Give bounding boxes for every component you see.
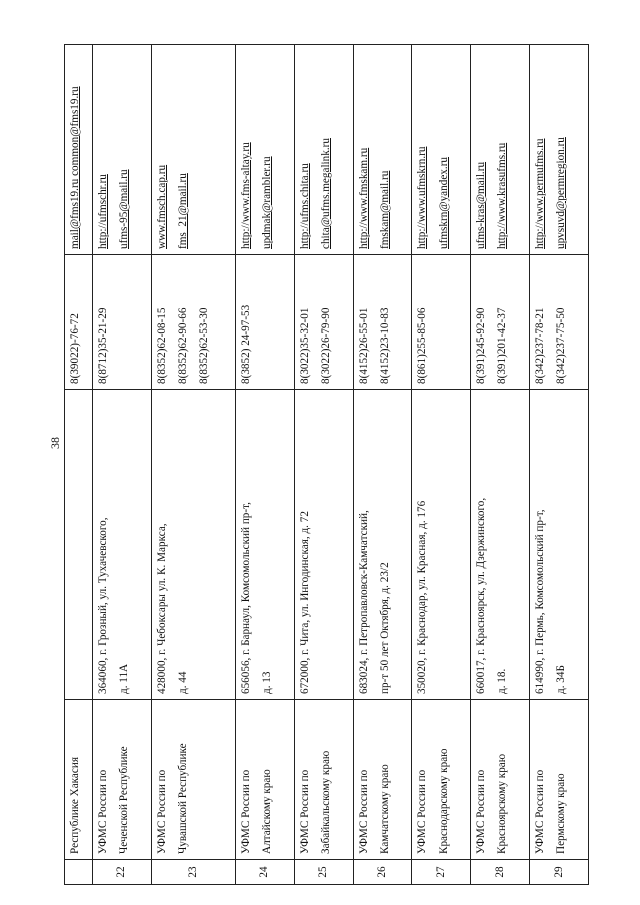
- org-line: Республике Хакасия: [69, 757, 81, 854]
- org-cell: [412, 700, 471, 860]
- num-cell: [65, 860, 93, 885]
- contact-link[interactable]: http://www.fms-altay.ru: [240, 142, 252, 249]
- contact-link[interactable]: chita@ufms.megalink.ru: [319, 138, 332, 249]
- contacts-cell: [530, 45, 589, 255]
- phone-line: 8(3022)35-32-01: [298, 307, 311, 384]
- contact-link[interactable]: www.fmsch.cap.ru: [155, 164, 168, 249]
- address-line: 428000, г. Чебоксары ул. К. Маркса,: [155, 523, 168, 694]
- org-line: УФМС России по: [416, 769, 429, 854]
- address-line: 614990, г. Пермь, Комсомольский пр-т,: [534, 509, 547, 694]
- address-line: 656056, г. Барнаул, Комсомольский пр-т,: [240, 502, 252, 694]
- table-row: [294, 45, 353, 885]
- address-cell: [65, 390, 93, 700]
- contacts-cell: [151, 45, 235, 255]
- phone-line: 8(39022)-76-72: [69, 313, 81, 384]
- num-cell: [93, 860, 152, 885]
- phone-line: 8(8352)62-53-30: [198, 307, 211, 384]
- org-cell: [530, 700, 589, 860]
- address-cell: [353, 390, 412, 700]
- org-line: УФМС России по: [155, 769, 168, 854]
- phone-line: 8(8352)62-08-15: [155, 307, 168, 384]
- phone-line: 8(4152)23-10-83: [378, 307, 391, 384]
- address-cell: [151, 390, 235, 700]
- row-number: 23: [186, 866, 199, 878]
- phone-line: 8(342)237-78-21: [534, 307, 547, 384]
- phone-cell: [471, 255, 530, 390]
- contact-link[interactable]: http://ufmschr.ru: [97, 174, 110, 249]
- contacts-cell: [236, 45, 295, 255]
- contact-link[interactable]: updmak@rambler.ru: [261, 156, 274, 249]
- table-row: [353, 45, 412, 885]
- contact-link[interactable]: http://www.ufmskrn.ru: [416, 146, 429, 249]
- org-cell: [151, 700, 235, 860]
- row-number: 29: [552, 866, 565, 878]
- contacts-cell: [412, 45, 471, 255]
- org-cell: [471, 700, 530, 860]
- org-line: Краснодарскому краю: [437, 748, 450, 854]
- contact-link[interactable]: http://www.permufms.ru: [534, 138, 547, 249]
- num-cell: [530, 860, 589, 885]
- num-cell: [236, 860, 295, 885]
- org-line: Чувашской Республике: [177, 743, 190, 854]
- phone-cell: [412, 255, 471, 390]
- num-cell: [294, 860, 353, 885]
- address-line: д. 44: [177, 671, 190, 694]
- phone-line: 8(391)201-42-37: [496, 307, 509, 384]
- contact-link[interactable]: fmskam@mail.ru: [378, 170, 391, 249]
- phone-line: 8(391)245-92-90: [475, 307, 488, 384]
- phone-cell: [353, 255, 412, 390]
- row-number: 25: [317, 866, 330, 878]
- phone-cell: [294, 255, 353, 390]
- email-link[interactable]: mail@fms19.ru common@fms19.ru: [69, 86, 81, 249]
- rotated-table-wrapper: [64, 45, 589, 885]
- address-line: 683024, г. Петропавловск-Камчатский,: [357, 510, 370, 694]
- row-number: 24: [258, 866, 271, 878]
- row-number: 28: [493, 866, 506, 878]
- org-line: УФМС России по: [534, 769, 547, 854]
- contact-link[interactable]: ufms-95@mail.ru: [118, 169, 131, 249]
- address-line: 350020, г. Краснодар, ул. Красная, д. 176: [416, 500, 429, 694]
- org-line: УФМС России по: [298, 769, 311, 854]
- num-cell: [151, 860, 235, 885]
- address-cell: [471, 390, 530, 700]
- org-line: УФМС России по: [240, 769, 252, 854]
- contacts-cell: [93, 45, 152, 255]
- address-line: д. 13: [261, 671, 274, 694]
- org-line: Красноярскому краю: [496, 753, 509, 854]
- contact-link[interactable]: ufmskrn@yandex.ru: [437, 156, 450, 249]
- table-body: [65, 45, 589, 885]
- org-line: УФМС России по: [475, 769, 488, 854]
- org-line: Пермскому краю: [555, 773, 568, 854]
- phone-line: 8(3022)26-79-90: [319, 307, 332, 384]
- contact-link[interactable]: http://ufms.chita.ru: [298, 163, 311, 249]
- address-cell: [236, 390, 295, 700]
- contacts-cell: [65, 45, 93, 255]
- org-cell: [65, 700, 93, 860]
- address-line: д. 11А: [118, 663, 131, 694]
- contact-link[interactable]: ufms-kras@mail.ru: [475, 161, 488, 249]
- address-line: 660017, г. Красноярск, ул. Дзержинского,: [475, 497, 488, 694]
- org-line: Забайкальскому краю: [319, 750, 332, 854]
- num-cell: [353, 860, 412, 885]
- address-cell: [412, 390, 471, 700]
- table-row: [530, 45, 589, 885]
- phone-line: 8(8352)62-90-66: [177, 307, 190, 384]
- row-number: 27: [434, 866, 447, 878]
- table-row: [471, 45, 530, 885]
- address-cell: [93, 390, 152, 700]
- phone-line: 8(8712)35-21-29: [97, 307, 110, 384]
- contact-link[interactable]: upvsuvd@permregion.ru: [555, 137, 568, 249]
- phone-line: 8(342)237-75-50: [555, 307, 568, 384]
- phone-line: 8(4152)26-55-01: [357, 307, 370, 384]
- address-cell: [530, 390, 589, 700]
- phone-cell: [530, 255, 589, 390]
- phone-cell: [65, 255, 93, 390]
- table-row: [412, 45, 471, 885]
- address-line: 364060, г. Грозный, ул. Тухачевского,: [97, 517, 110, 694]
- contacts-cell: [353, 45, 412, 255]
- address-line: д. 18.: [496, 668, 509, 694]
- contact-link[interactable]: http://www.krasufms.ru: [496, 142, 509, 249]
- address-line: 672000, г. Чита, ул. Ингодинская, д. 72: [298, 511, 311, 694]
- address-cell: [294, 390, 353, 700]
- org-cell: [294, 700, 353, 860]
- num-cell: [412, 860, 471, 885]
- row-number: 22: [115, 866, 128, 878]
- org-cell: [353, 700, 412, 860]
- contact-link[interactable]: http://www.fmskam.ru: [357, 147, 370, 249]
- table-row-top: [65, 45, 93, 885]
- page-number: 38: [48, 437, 62, 449]
- address-line: пр-т 50 лет Октября, д. 23/2: [378, 562, 391, 694]
- row-number: 26: [376, 866, 389, 878]
- phone-cell: [93, 255, 152, 390]
- phone-line: 8(3852) 24-97-53: [240, 304, 252, 384]
- contacts-cell: [294, 45, 353, 255]
- org-line: Камчатскому краю: [378, 764, 391, 854]
- table-row: [151, 45, 235, 885]
- contact-link[interactable]: fms_21@mail.ru: [177, 173, 190, 249]
- contacts-cell: [471, 45, 530, 255]
- fms-contacts-table: [64, 44, 589, 885]
- table-row: [236, 45, 295, 885]
- num-cell: [471, 860, 530, 885]
- org-line: УФМС России по: [97, 769, 110, 854]
- phone-cell: [236, 255, 295, 390]
- org-line: Алтайскому краю: [261, 769, 274, 854]
- phone-cell: [151, 255, 235, 390]
- address-line: д. 34Б: [555, 665, 568, 694]
- org-line: УФМС России по: [357, 769, 370, 854]
- org-cell: [93, 700, 152, 860]
- table-row: [93, 45, 152, 885]
- org-line: Чеченской Республике: [118, 746, 131, 854]
- phone-line: 8(861)255-85-06: [416, 307, 429, 384]
- org-cell: [236, 700, 295, 860]
